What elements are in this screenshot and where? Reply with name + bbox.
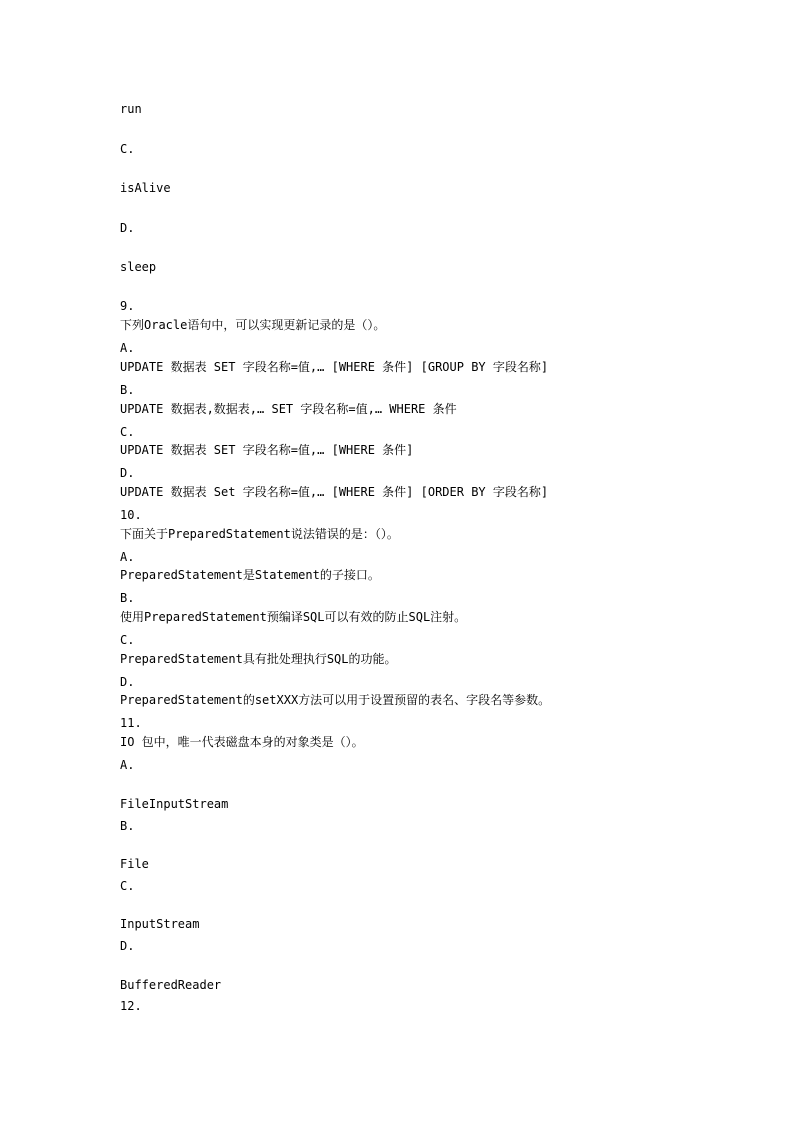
question-text: 下列Oracle语句中，可以实现更新记录的是（）。 (120, 318, 386, 332)
option-text: UPDATE 数据表 Set 字段名称=值,… [WHERE 条件] [ORDER BY 字段名称] (120, 485, 549, 499)
option-text: UPDATE 数据表,数据表,… SET 字段名称=值,… WHERE 条件 (120, 402, 457, 416)
question-text: IO 包中，唯一代表磁盘本身的对象类是（）。 (120, 735, 364, 749)
option-text: PreparedStatement是Statement的子接口。 (120, 568, 380, 582)
option-label: C. (120, 425, 135, 439)
option-label: D. (120, 466, 135, 480)
option-label: D. (120, 939, 135, 953)
option-text: File (120, 857, 149, 871)
question-text: 下面关于PreparedStatement说法错误的是：（）。 (120, 527, 399, 541)
option-text: UPDATE 数据表 SET 字段名称=值,… [WHERE 条件] (120, 443, 414, 457)
option-text: FileInputStream (120, 797, 229, 811)
option-text: InputStream (120, 917, 200, 931)
question-number: 9. (120, 299, 135, 313)
option-label: D. (120, 675, 135, 689)
option-label: A. (120, 758, 135, 772)
option-text: run (120, 102, 142, 116)
option-label: B. (120, 591, 135, 605)
option-text: PreparedStatement具有批处理执行SQL的功能。 (120, 652, 397, 666)
option-label: B. (120, 819, 135, 833)
option-text: PreparedStatement的setXXX方法可以用于设置预留的表名、字段名等参数。 (120, 693, 551, 707)
question-number: 12. (120, 999, 142, 1013)
option-label: B. (120, 383, 135, 397)
option-label: C. (120, 142, 135, 156)
option-text: isAlive (120, 181, 171, 195)
option-label: A. (120, 550, 135, 564)
question-number: 11. (120, 716, 142, 730)
option-label: C. (120, 633, 135, 647)
option-label: C. (120, 879, 135, 893)
option-text: 使用PreparedStatement预编译SQL可以有效的防止SQL注射。 (120, 610, 467, 624)
option-text: BufferedReader (120, 978, 222, 992)
option-label: D. (120, 221, 135, 235)
option-text: UPDATE 数据表 SET 字段名称=值,… [WHERE 条件] [GROUP BY 字段名称] (120, 360, 549, 374)
option-label: A. (120, 341, 135, 355)
question-number: 10. (120, 508, 142, 522)
option-text: sleep (120, 260, 157, 274)
